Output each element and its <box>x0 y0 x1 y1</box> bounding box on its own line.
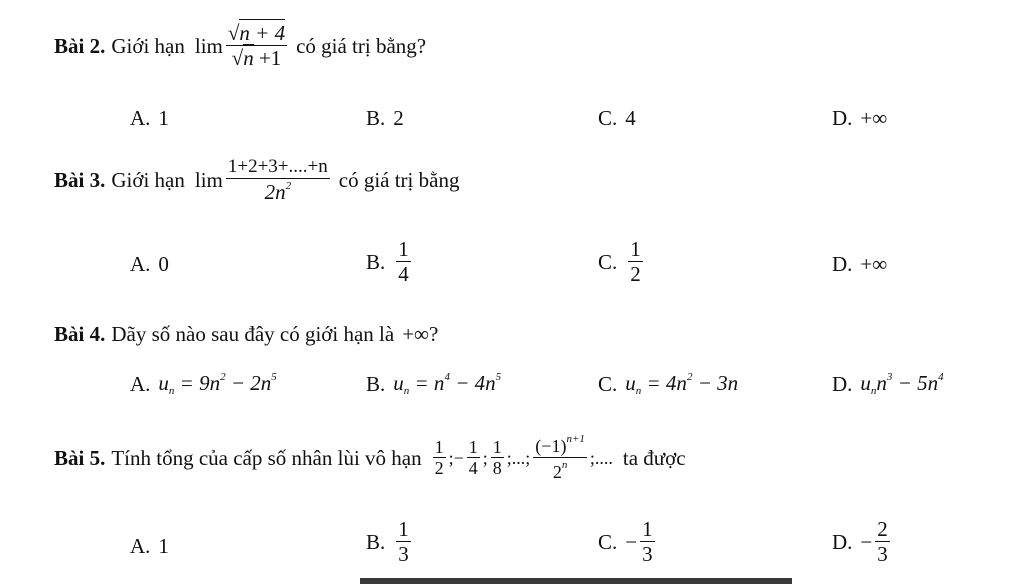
option-label: B. <box>366 529 386 554</box>
fraction-denominator: 4 <box>398 262 409 287</box>
infinity-symbol: +∞ <box>402 322 430 346</box>
fraction-numerator: 1 <box>642 517 653 541</box>
question-text: Tính tổng của cấp số nhân lùi vô hạn <box>111 445 422 470</box>
option-a <box>130 106 169 131</box>
option-label: D. <box>832 371 853 396</box>
option-b <box>366 518 414 566</box>
option-label: C. <box>598 106 618 130</box>
option-label: A. <box>130 371 151 396</box>
option-label: C. <box>598 249 618 274</box>
fraction-denominator: 3 <box>642 542 653 567</box>
option-label: A. <box>130 106 151 130</box>
question-4 <box>54 322 438 347</box>
numerator: 1+2+3+....+n <box>227 156 328 177</box>
question-label: Bài 3. <box>54 168 106 193</box>
option-label: D. <box>832 106 853 130</box>
option-value: 1 <box>158 534 169 558</box>
option-label: A. <box>130 534 151 558</box>
option-label: A. <box>130 252 151 276</box>
option-value: 1 <box>158 106 169 130</box>
sequence-formula: $u_n = 9n^2 - 2n^5$ <box>158 371 277 397</box>
sequence-formula: $u_nn^3 - 5n^4$ <box>860 371 944 397</box>
fraction-denominator: 3 <box>877 542 888 567</box>
question-5 <box>54 434 686 483</box>
question-text-end: ta được <box>622 445 686 470</box>
option-label: D. <box>832 252 853 276</box>
sequence-formula: $u_n = n^4 - 4n^5$ <box>393 371 502 397</box>
fraction-numerator: 1 <box>630 237 641 261</box>
question-text: Giới hạn <box>111 33 185 58</box>
negative-sign: − <box>625 529 638 554</box>
option-d <box>832 252 887 277</box>
denominator <box>263 179 294 204</box>
numerator-radicand: n + 4 <box>239 21 286 45</box>
limit-fraction: $\frac{√n + 4}{√n +1}$ <box>227 21 286 71</box>
option-c <box>598 106 636 131</box>
fraction-numerator: 1 <box>398 517 409 541</box>
option-value: +∞ <box>860 106 888 130</box>
option-c <box>598 238 646 286</box>
denominator-addend: +1 <box>253 46 282 71</box>
option-d <box>832 518 893 566</box>
option-b <box>366 238 414 286</box>
question-text: Giới hạn <box>111 168 185 193</box>
option-d <box>832 106 887 131</box>
option-a <box>130 534 169 559</box>
fraction-denominator: 3 <box>398 542 409 567</box>
lim-symbol: lim <box>194 168 223 193</box>
option-label: B. <box>366 106 386 130</box>
option-b <box>366 106 404 131</box>
denominator-radicand: n <box>243 46 254 71</box>
option-value: +∞ <box>860 252 888 276</box>
question-label: Bài 5. <box>54 445 106 470</box>
denominator-exponent: 2 <box>285 179 292 192</box>
general-term: $\frac{(-1)^{n+1}}{2^n}$ <box>535 433 585 482</box>
option-value: 4 <box>625 106 636 130</box>
denominator-base: 2n <box>264 179 286 204</box>
option-d <box>832 371 944 397</box>
option-value: 2 <box>393 106 404 130</box>
fraction-numerator: 2 <box>877 517 888 541</box>
option-label: C. <box>598 529 618 554</box>
option-label: C. <box>598 371 618 396</box>
limit-fraction <box>226 157 330 204</box>
question-3 <box>54 157 459 204</box>
scrollbar[interactable] <box>360 578 792 584</box>
fraction-numerator: 1 <box>398 237 409 261</box>
lim-symbol: lim <box>194 33 223 58</box>
question-2 <box>54 22 426 70</box>
option-label: B. <box>366 249 386 274</box>
option-label: D. <box>832 529 853 554</box>
question-text-end: có giá trị bằng? <box>296 33 427 58</box>
sequence-formula: $u_n = 4n^2 - 3n$ <box>625 371 739 397</box>
fraction-denominator: 2 <box>630 262 641 287</box>
option-value: 0 <box>158 252 169 276</box>
question-mark: ? <box>429 322 439 346</box>
option-a <box>130 252 169 277</box>
option-b <box>366 371 501 397</box>
option-a <box>130 371 277 397</box>
question-label: Bài 2. <box>54 33 106 58</box>
option-c <box>598 371 738 397</box>
series-terms: $\frac{1}{2}$ ;− $\frac{1}{4}$ ; $\frac{1}{8}$ ;...; $\frac{(-1)^{n+1}}{2^n}$ ;.... <box>434 433 613 482</box>
question-label: Bài 4. <box>54 322 106 346</box>
option-c <box>598 518 658 566</box>
question-text-end: có giá trị bằng <box>338 168 460 193</box>
negative-sign: − <box>860 529 873 554</box>
option-label: B. <box>366 371 386 396</box>
question-text: Dãy số nào sau đây có giới hạn là <box>111 322 395 346</box>
